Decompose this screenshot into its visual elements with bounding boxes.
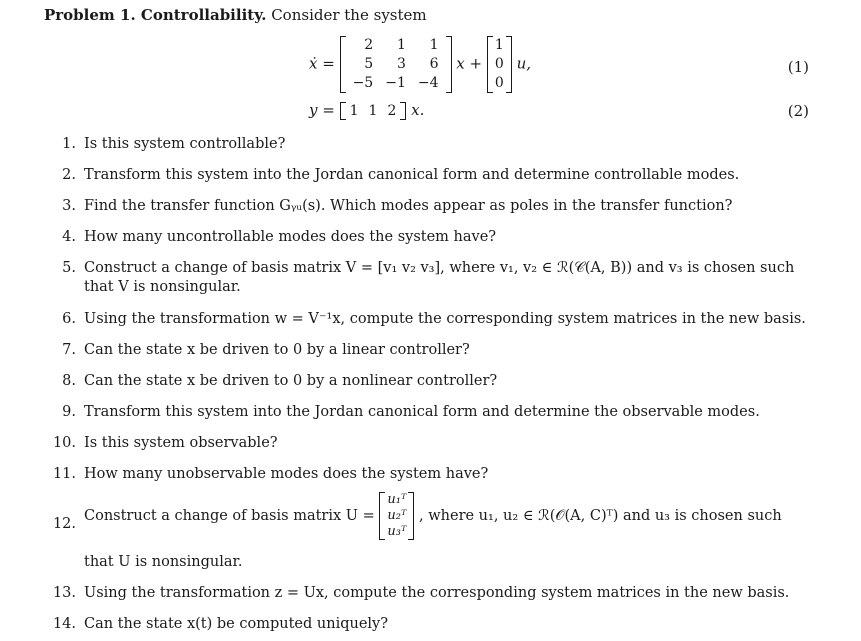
item-text: How many uncontrollable modes does the system have? [84,229,497,245]
problem-intro: Consider the system [271,6,427,24]
B-cell: 0 [494,56,504,72]
item-text-with-matrix [84,492,782,540]
item-text: Transform this system into the Jordan canonical form and determine controllable modes. [84,167,740,183]
eq2-after-C: x. [411,101,425,119]
item-text: Using the transformation w = V⁻¹x, compute the corresponding system matrices in the new basis. [84,311,806,327]
item-number: 14. [52,616,76,632]
item-number: 10. [52,435,76,451]
C-cell: 2 [387,103,397,119]
item-text-continued: that V is nonsingular. [84,279,241,295]
item-text: Can the state x(t) be computed uniquely? [84,616,389,632]
item-number: 1. [62,136,76,152]
U-row: u₃ᵀ [387,524,407,539]
A-cell: 2 [364,37,374,53]
eq1-lhs: ẋ = [309,54,335,73]
item-text-after: , where u₁, u₂ ∈ ℛ(𝒪(A, C)ᵀ) and u₃ is chosen such [419,508,782,524]
item-number: 6. [62,311,76,327]
eq1-number: (1) [787,58,809,76]
item-number: 4. [62,229,76,245]
item-number: 12. [52,516,76,532]
item-text: Can the state x be driven to 0 by a nonlinear controller? [84,373,498,389]
matrix-A [340,36,452,93]
problem-title: Problem 1. Controllability. [44,6,267,24]
item-text-before: Construct a change of basis matrix U = [84,508,375,524]
item-text: How many unobservable modes does the system have? [84,466,489,482]
A-cell: 5 [364,56,374,72]
item-text: Is this system controllable? [84,136,286,152]
A-cell: −4 [417,75,439,91]
C-cell: 1 [349,103,359,119]
eq2-number: (2) [787,102,809,120]
item-number: 13. [52,585,76,601]
A-cell: 1 [396,37,406,53]
eq2-lhs: y = [309,101,335,119]
B-cell: 0 [494,75,504,91]
item-number: 8. [62,373,76,389]
item-text: Can the state x be driven to 0 by a linear controller? [84,342,470,358]
item-number: 5. [62,260,76,276]
item-number: 7. [62,342,76,358]
equation-output [309,101,424,120]
C-cell: 1 [368,103,378,119]
item-text: Find the transfer function Gᵧᵤ(s). Which modes appear as poles in the transfer function? [84,198,733,214]
item-text: Construct a change of basis matrix V = [v₁ v₂ v₃], where v₁, v₂ ∈ ℛ(𝒞(A, B)) and v₃ is chosen such [84,260,795,276]
A-cell: 1 [429,37,439,53]
U-row: u₁ᵀ [387,492,407,507]
item-number: 9. [62,404,76,420]
B-cell: 1 [494,37,504,53]
item-number: 3. [62,198,76,214]
A-cell: −5 [352,75,374,91]
matrix-B [487,36,512,93]
eq1-after-B: u, [516,54,531,73]
item-number: 11. [52,466,76,482]
item-text: Transform this system into the Jordan canonical form and determine the observable modes. [84,404,760,420]
item-text-continued: that U is nonsingular. [84,554,243,570]
U-row: u₂ᵀ [387,508,407,523]
matrix-C [340,102,407,120]
item-number: 2. [62,167,76,183]
matrix-U [379,492,414,540]
eq1-after-A: x + [456,54,483,73]
equation-state [309,36,531,93]
A-cell: 3 [396,56,406,72]
item-text: Using the transformation z = Ux, compute the corresponding system matrices in the new basis. [84,585,790,601]
item-text: Is this system observable? [84,435,278,451]
problem-heading [44,6,427,24]
A-cell: −1 [385,75,406,91]
A-cell: 6 [429,56,439,72]
